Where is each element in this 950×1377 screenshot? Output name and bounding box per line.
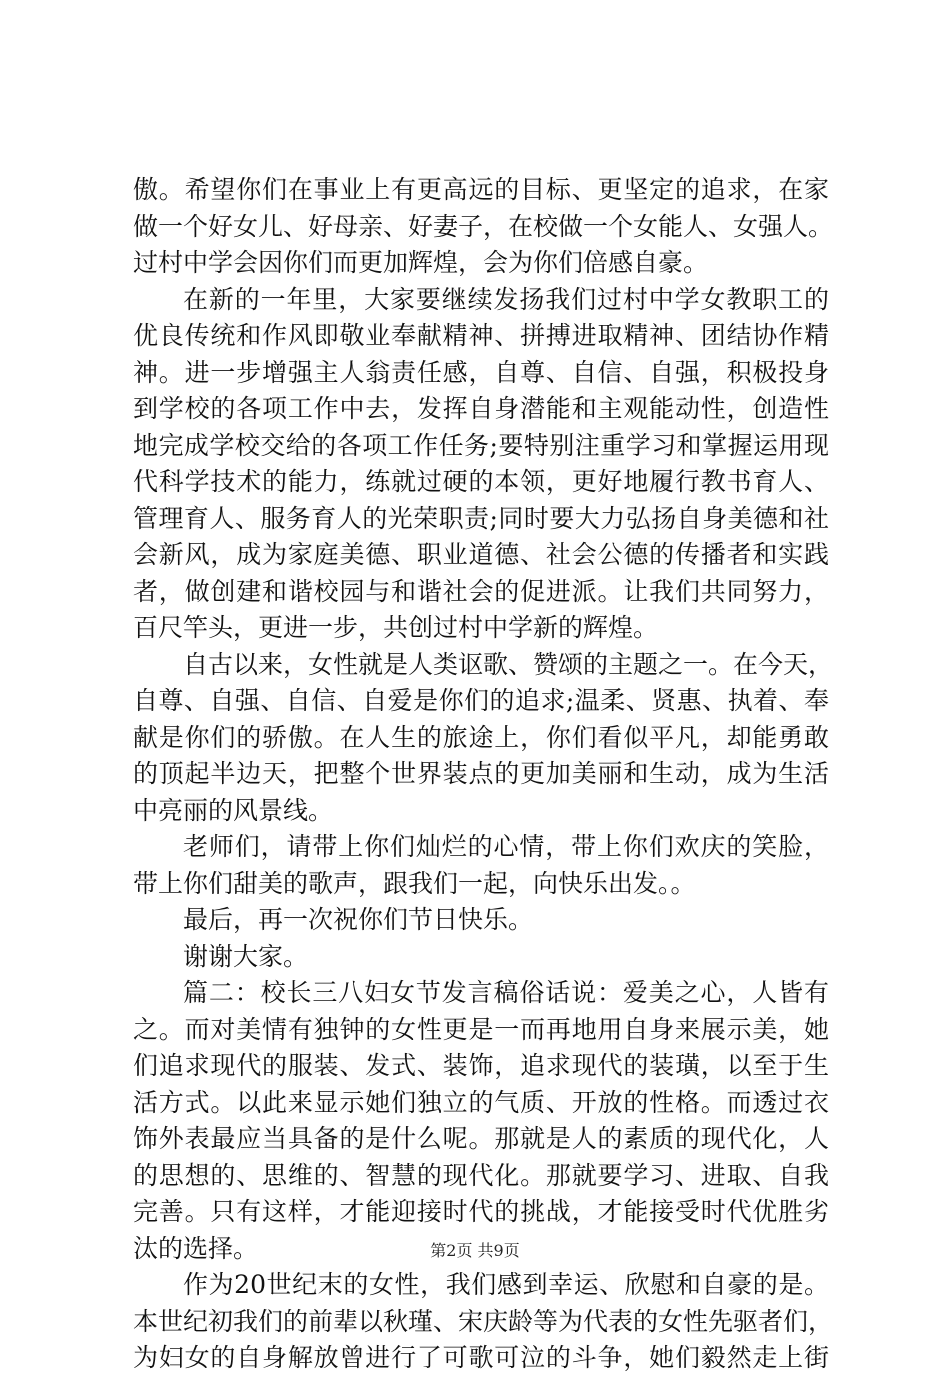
text-line: 的顶起半边天，把整个世界装点的更加美丽和生动，成为生活 [133, 759, 829, 788]
text-line: 过村中学会因你们而更加辉煌，会为你们倍感自豪。 [133, 248, 709, 277]
text-line: 的思想的、思维的、智慧的现代化。那就要学习、进取、自我 [133, 1160, 829, 1190]
text-line: 自古以来，女性就是人类讴歌、赞颂的主题之一。在今天， [183, 649, 834, 679]
text-line: 会新风，成为家庭美德、职业道德、社会公德的传播者和实践 [133, 540, 829, 569]
text-line: 本世纪初我们的前辈以秋瑾、宋庆龄等为代表的女性先驱者们， [133, 1306, 834, 1336]
text-line: 饰外表最应当具备的是什么呢。那就是人的素质的现代化，人 [133, 1124, 829, 1153]
text-line: 傲。希望你们在事业上有更高远的目标、更坚定的追求，在家 [133, 175, 829, 204]
text-line: 中亮丽的风景线。 [133, 795, 334, 825]
text-line: 献是你们的骄傲。在人生的旅途上，你们看似平凡，却能勇敢 [133, 722, 829, 752]
text-line: 百尺竿头，更进一步，共创过村中学新的辉煌。 [133, 613, 659, 642]
text-line: 代科学技术的能力，练就过硬的本领，更好地履行教书育人、 [133, 467, 829, 496]
text-line: 神。进一步增强主人翁责任感，自尊、自信、自强，积极投身 [133, 357, 829, 387]
text-line: 在新的一年里，大家要继续发扬我们过村中学女教职工的 [183, 284, 829, 314]
text-line: 篇二：校长三八妇女节发言稿俗话说：爱美之心，人皆有 [183, 978, 829, 1007]
text-line: 地完成学校交给的各项工作任务;要特别注重学习和掌握运用现 [133, 430, 829, 460]
text-line: 之。而对美情有独钟的女性更是一而再地用自身来展示美，她 [133, 1014, 829, 1044]
text-line: 们追求现代的服装、发式、装饰，追求现代的装璜，以至于生 [133, 1051, 829, 1080]
text-line: 带上你们甜美的歌声，跟我们一起，向快乐出发。。 [133, 868, 696, 898]
text-line: 优良传统和作风即敬业奉献精神、拼搏进取精神、团结协作精 [133, 321, 829, 350]
text-line: 活方式。以此来显示她们独立的气质、开放的性格。而透过衣 [133, 1087, 829, 1117]
text-line: 完善。只有这样，才能迎接时代的挑战，才能接受时代优胜劣 [133, 1197, 829, 1226]
text-line: 为妇女的自身解放曾进行了可歌可泣的斗争，她们毅然走上街 [133, 1343, 829, 1372]
text-line: 汰的选择。 [133, 1233, 259, 1263]
page-footer: 第2页 共9页 [430, 1241, 520, 1260]
text-line: 到学校的各项工作中去，发挥自身潜能和主观能动性，创造性 [133, 394, 829, 423]
text-line: 谢谢大家。 [183, 941, 309, 971]
text-line: 自尊、自强、自信、自爱是你们的追求;温柔、贤惠、执着、奉 [133, 686, 829, 715]
text-line: 老师们，请带上你们灿烂的心情，带上你们欢庆的笑脸， [183, 832, 829, 861]
document-body [133, 172, 834, 1377]
text-line: 管理育人、服务育人的光荣职责;同时要大力弘扬自身美德和社 [133, 503, 829, 533]
text-line: 做一个好女儿、好母亲、好妻子，在校做一个女能人、女强人。 [133, 211, 834, 241]
text-line: 最后，再一次祝你们节日快乐。 [183, 905, 534, 934]
text-line: 者，做创建和谐校园与和谐社会的促进派。让我们共同努力， [133, 576, 829, 606]
text-line: 作为20世纪末的女性，我们感到幸运、欣慰和自豪的是。 [183, 1270, 829, 1299]
